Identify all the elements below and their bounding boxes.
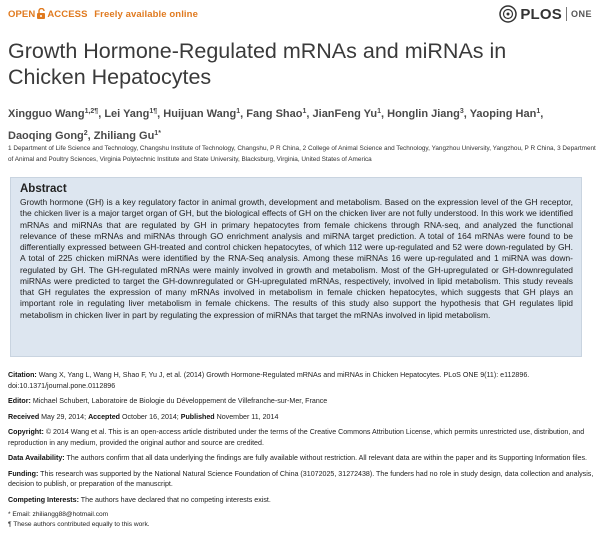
editor-label: Editor:	[8, 397, 31, 405]
competing-label: Competing Interests:	[8, 495, 79, 504]
data-availability	[8, 453, 594, 464]
plos-mark-icon	[499, 5, 517, 23]
author-affiliation-mark: 1	[236, 108, 241, 115]
data-availability-text: The authors confirm that all data underlying the findings are fully available without restriction. All relevant data are within the paper and its Supporting Information files.	[64, 454, 587, 462]
author-name: Honglin Jiang	[387, 108, 460, 120]
received-date: May 29, 2014;	[39, 412, 89, 421]
author	[104, 108, 163, 120]
data-availability-label: Data Availability:	[8, 454, 65, 462]
author-name: JianFeng Yu	[312, 108, 378, 120]
author	[387, 108, 470, 120]
logo-divider	[566, 7, 567, 21]
citation	[8, 370, 594, 391]
plos-logo	[499, 5, 592, 23]
author	[94, 130, 161, 142]
plos-brand: PLOS	[520, 5, 562, 23]
open-access-banner	[8, 8, 198, 20]
copyright	[8, 427, 594, 448]
author-affiliation-mark: 1	[302, 108, 307, 115]
competing-interests	[8, 495, 594, 506]
competing-text: The authors have declared that no competing interests exist.	[78, 495, 271, 504]
author-affiliation-mark: 1	[536, 108, 541, 115]
author-affiliation-mark: 1¶	[149, 108, 158, 115]
abstract-box	[10, 177, 582, 357]
published-label: Published	[180, 412, 215, 421]
citation-label: Citation:	[8, 371, 37, 379]
author-separator: ,	[157, 108, 164, 120]
author-separator: ,	[306, 108, 313, 120]
affiliations: 1 Department of Life Science and Technology, Changshu Institute of Technology, Changshu, P R China, 2 College of Animal Science and Technology, Yangzhou University, Yangzhou, P R China, 3 Department of Animal and Poultry Sciences, Virginia Polytechnic Institute and State University, Blacksburg, Virginia, United States of America	[8, 145, 596, 163]
funding	[8, 469, 594, 490]
article-title	[8, 38, 588, 90]
author-separator: ,	[540, 108, 544, 120]
copyright-label: Copyright:	[8, 428, 44, 436]
received-label: Received	[8, 412, 40, 421]
author	[313, 108, 388, 120]
funding-text: This research was supported by the National Natural Science Foundation of China (31072025, 31272438). The funders had no role in study design, data collection and analysis, decision to publish, or preparation of the manuscript.	[8, 469, 594, 488]
editor	[8, 396, 594, 407]
author-separator: ,	[240, 108, 247, 120]
citation-text: Wang X, Yang L, Wang H, Shao F, Yu J, et al. (2014) Growth Hormone-Regulated mRNAs and miRNAs in Chicken Hepatocytes. PLoS ONE 9(11): e112896. doi:10.1371/journal.pone.0112896	[8, 371, 530, 390]
author-affiliation-mark: 2	[83, 130, 88, 137]
abstract-text: Growth hormone (GH) is a key regulatory factor in animal growth, development and metabolism. Based on the expression level of the GH receptor, the chicken liver is a major target organ of GH, but the biological effects of GH on the chicken liver are not fully understood. In this work we identified mRNAs and miRNAs that are regulated by GH in primary hepatocytes from female chickens through RNA-seq, and analyzed the functional relevance of these mRNAs and miRNAs through GO enrichment analysis and miRNA target prediction. A total of 164 mRNAs were found to be differentially expressed between GH-treated and control chicken hepatocytes, of which 112 were up-regulated and 52 were down-regulated by GH. A total of 225 chicken miRNAs were identified by the RNA-Seq analysis. Among these miRNAs 16 were up-regulated and 1 miRNA was down-regulated by GH. The GH-regulated mRNAs were mainly involved in growth and metabolism. Most of the GH-upregulated or GH-downregulated miRNAs were predicted to target the GH-downregulated or GH-upregulated mRNAs, respectively, involved in lipid metabolism. This study reveals that GH regulates the expression of many mRNAs involved in metabolism in female chicken hepatocytes, which suggests that GH plays an important role in regulating liver metabolism in female chickens. The results of this study also support the hypothesis that GH regulates lipid metabolism in chicken liver in part by regulating the expression of miRNAs that target the mRNAs involved in lipid metabolism.	[20, 197, 573, 320]
author-name: Zhiliang Gu	[93, 130, 155, 142]
email-footnote: * Email: zhiliangg88@hotmail.com	[8, 511, 109, 518]
published-date: November 11, 2014	[214, 412, 279, 421]
open-lock-icon	[36, 8, 46, 19]
author	[470, 108, 544, 120]
author-affiliation-mark: 3	[459, 108, 464, 115]
copyright-text: © 2014 Wang et al. This is an open-access article distributed under the terms of the Creative Commons Attribution License, which permits unrestricted use, distribution, and reproduction in any medium, provided the original author and source are credited.	[8, 428, 585, 447]
author-list	[8, 102, 593, 146]
editor-text: Michael Schubert, Laboratoire de Biologie du Développement de Villefranche-sur-Mer, France	[30, 397, 328, 405]
funding-label: Funding:	[8, 469, 39, 478]
author-name: Xingguo Wang	[8, 108, 85, 120]
author-name: Lei Yang	[104, 108, 150, 120]
author	[8, 108, 104, 120]
equal-contribution-footnote: ¶ These authors contributed equally to this work.	[8, 521, 150, 528]
abstract-heading: Abstract	[20, 183, 67, 195]
author-name: Huijuan Wang	[163, 108, 237, 120]
author-name: Fang Shao	[246, 108, 303, 120]
author	[163, 108, 246, 120]
author	[246, 108, 312, 120]
article-metadata	[8, 370, 594, 530]
author-affiliation-mark: 1,2¶	[84, 108, 99, 115]
author-affiliation-mark: 1	[377, 108, 382, 115]
author	[8, 130, 94, 142]
open-access-prefix: OPEN	[8, 9, 36, 20]
author-affiliation-mark: 1*	[154, 130, 161, 137]
author-separator: ,	[463, 108, 470, 120]
author-separator: ,	[98, 108, 105, 120]
freely-available-label: Freely available online	[94, 9, 198, 20]
author-separator: ,	[87, 130, 94, 142]
title-line-2: Chicken Hepatocytes	[8, 65, 212, 89]
author-separator: ,	[381, 108, 388, 120]
journal-header	[8, 5, 594, 27]
author-name: Yaoping Han	[469, 108, 537, 120]
accepted-label: Accepted	[88, 412, 120, 421]
accepted-date: October 16, 2014;	[120, 412, 181, 421]
author-name: Daoqing Gong	[8, 130, 84, 142]
dates	[8, 412, 594, 423]
plos-one-label: ONE	[570, 9, 592, 19]
title-line-1: Growth Hormone-Regulated mRNAs and miRNAs in	[8, 39, 507, 63]
open-access-suffix: ACCESS	[47, 9, 88, 20]
